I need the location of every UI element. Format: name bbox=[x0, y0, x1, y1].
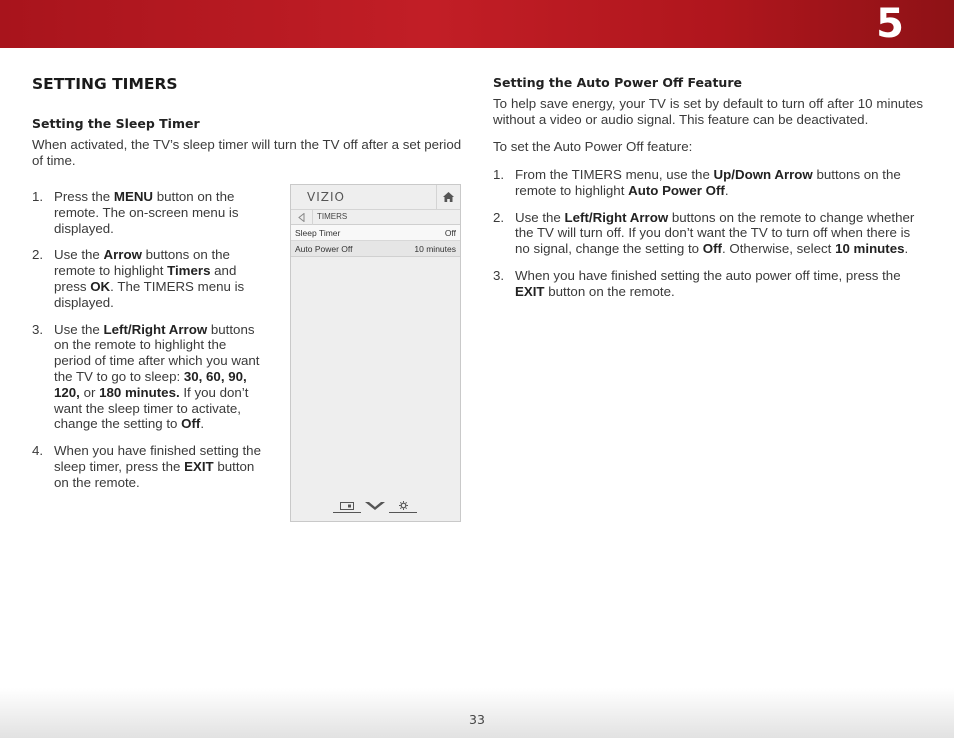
tv-menu-row-value: Off bbox=[444, 227, 456, 238]
step-item: 1. From the TIMERS menu, use the Up/Down Arrow buttons on the remote to highlight Auto Power Off. bbox=[493, 167, 901, 198]
tv-menu-row-auto-power-off bbox=[291, 241, 460, 257]
step-item: 3. When you have finished setting the auto power off time, press the EXIT button on the remote. bbox=[493, 267, 901, 299]
step-number: 1. bbox=[32, 189, 44, 204]
step-number: 2. bbox=[32, 247, 44, 263]
auto-power-off-lead: To set the Auto Power Off feature: bbox=[493, 139, 693, 154]
step-number: 2. bbox=[493, 209, 505, 225]
vizio-logo: VIZIO bbox=[307, 190, 345, 204]
settings-gear-icon bbox=[389, 499, 417, 513]
tv-menu-nav bbox=[291, 209, 460, 225]
step-number: 1. bbox=[493, 167, 505, 182]
tv-menu-row-value: 10 minutes bbox=[414, 243, 456, 254]
input-icon bbox=[333, 499, 361, 513]
tv-menu-row-label: Auto Power Off bbox=[295, 243, 353, 254]
step-item: 2. Use the Left/Right Arrow buttons on the remote to change whether the TV will turn off. If you don’t want the TV to turn off when there is no signal, change the setting to Off. Otherwise, select 10 minutes. bbox=[493, 209, 915, 257]
section-title: SETTING TIMERS bbox=[32, 75, 178, 93]
auto-power-off-heading: Setting the Auto Power Off Feature bbox=[493, 75, 742, 90]
page-number: 33 bbox=[469, 712, 485, 727]
back-arrow-icon bbox=[291, 210, 313, 225]
tv-timers-menu-illustration bbox=[290, 184, 461, 522]
auto-power-off-intro: To help save energy, your TV is set by default to turn off after 10 minutes without a video or audio signal. This feature can be deactivated. bbox=[493, 96, 923, 127]
right-column bbox=[493, 74, 923, 311]
step-number: 4. bbox=[32, 443, 44, 459]
tv-menu-row-sleep-timer bbox=[291, 225, 460, 241]
auto-power-off-steps bbox=[493, 167, 923, 300]
tv-menu-bottom-bar bbox=[333, 499, 419, 513]
chapter-banner bbox=[0, 0, 954, 48]
sleep-timer-heading: Setting the Sleep Timer bbox=[32, 116, 200, 131]
step-item: 2. Use the Arrow buttons on the remote to highlight Timers and press OK. The TIMERS menu is displayed. bbox=[32, 247, 245, 310]
step-item: 3. Use the Left/Right Arrow buttons on the remote to highlight the period of time after which you want the TV to go to sleep: 30, 60, 90, 120, or 180 minutes. If you don’t want the sleep timer to activate, change the setting to Off. bbox=[32, 321, 260, 432]
step-item: 4. When you have finished setting the sleep timer, press the EXIT button on the remote. bbox=[32, 443, 261, 490]
step-number: 3. bbox=[32, 321, 44, 337]
step-number: 3. bbox=[493, 267, 505, 283]
chapter-number: 5 bbox=[876, 1, 904, 47]
vizio-v-icon bbox=[363, 499, 387, 513]
step-item: 1. Press the MENU button on the remote. The on-screen menu is displayed. bbox=[32, 189, 239, 236]
sleep-timer-intro: When activated, the TV’s sleep timer will turn the TV off after a set period of time. bbox=[32, 137, 462, 168]
tv-menu-row-label: Sleep Timer bbox=[295, 227, 341, 238]
tv-menu-header bbox=[291, 185, 460, 209]
home-icon bbox=[436, 185, 460, 209]
tv-menu-breadcrumb: TIMERS bbox=[317, 212, 348, 221]
